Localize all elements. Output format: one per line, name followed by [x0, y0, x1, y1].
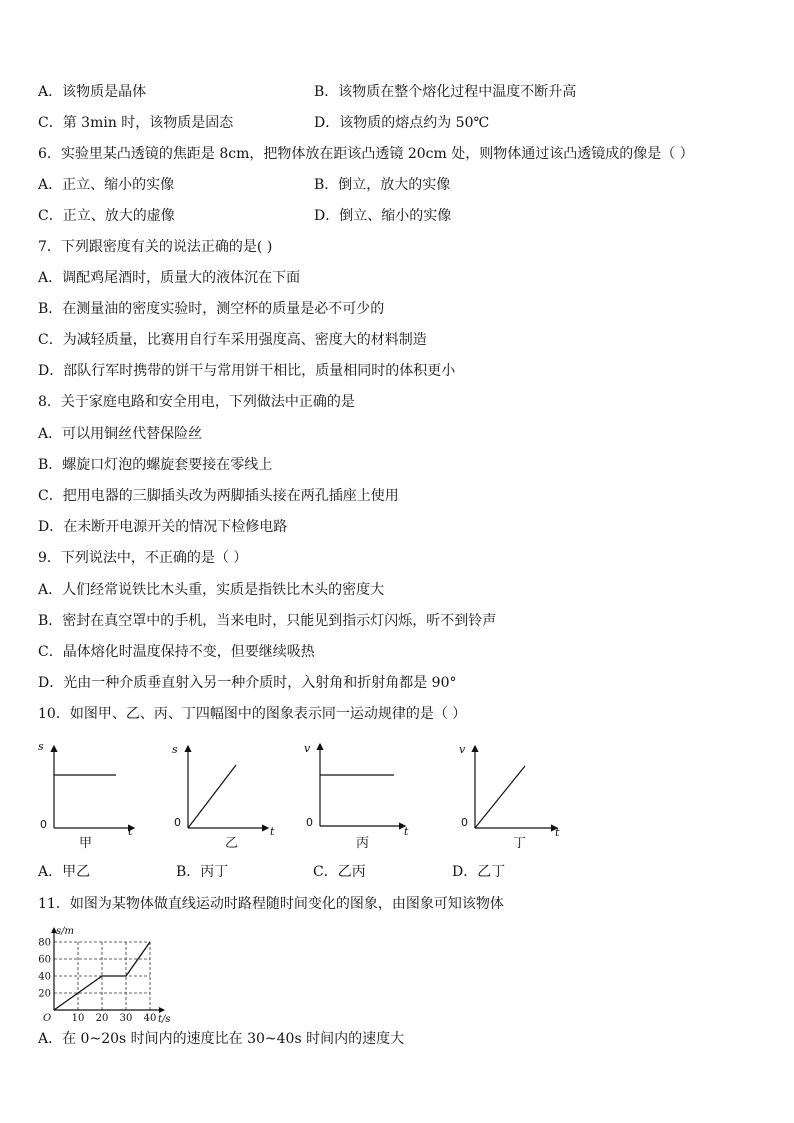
graph-jia-svg	[36, 738, 146, 853]
origin-label: 0	[174, 816, 181, 829]
q8-option-d: D．在未断开电源开关的情况下检修电路	[38, 519, 288, 535]
origin-label: 0	[306, 816, 313, 829]
x-tick-label: 30	[119, 1013, 133, 1024]
chart-ticks	[38, 938, 156, 1025]
q5-option-a: A．该物质是晶体	[38, 84, 147, 100]
q6-option-a: A．正立、缩小的实像	[38, 177, 175, 193]
y-axis-label: s	[172, 743, 178, 756]
graph-caption: 丙	[356, 836, 370, 851]
q7-option-c: C．为减轻质量，比赛用自行车采用强度高、密度大的材料制造	[38, 332, 427, 348]
chart-x-label: t/s	[158, 1014, 171, 1025]
q8-stem: 8．关于家庭电路和安全用电，下列做法中正确的是	[38, 394, 355, 410]
q6-option-b: B．倒立，放大的实像	[314, 177, 451, 193]
q10-graph-ding	[455, 738, 570, 857]
origin-label: 0	[461, 816, 468, 829]
q9-option-c: C．晶体熔化时温度保持不变，但要继续吸热	[38, 644, 315, 660]
q10-option-d: D．乙丁	[452, 864, 506, 880]
q5-option-c: C．第 3min 时，该物质是固态	[38, 115, 234, 131]
y-axis-label: s	[38, 740, 44, 753]
q8-option-b: B．螺旋口灯泡的螺旋套要接在零线上	[38, 457, 273, 473]
x-tick-label: 10	[71, 1013, 85, 1024]
q10-option-c: C．乙丙	[313, 864, 366, 880]
graph-caption: 乙	[225, 836, 239, 851]
q11-stem: 11．如图为某物体做直线运动时路程随时间变化的图象，由图象可知该物体	[38, 896, 504, 912]
origin-label: 0	[40, 818, 47, 831]
q11-chart-svg	[26, 918, 186, 1028]
q5-option-b: B．该物质在整个熔化过程中温度不断升高	[314, 84, 577, 100]
graph-bing-svg	[300, 738, 420, 853]
chart-y-label: s/m	[56, 926, 74, 937]
x-axis-label: t	[128, 825, 133, 838]
y-axis-label: v	[304, 742, 311, 755]
q7-option-d: D．部队行军时携带的饼干与常用饼干相比，质量相同时的体积更小	[38, 363, 456, 379]
q10-graph-yi	[170, 738, 280, 857]
graph-yi-svg	[170, 738, 280, 853]
q5-option-d: D．该物质的熔点约为 50℃	[314, 115, 490, 131]
q11-chart	[26, 918, 186, 1032]
q10-graph-jia	[36, 738, 146, 857]
q10-option-a: A．甲乙	[38, 864, 91, 880]
graph-caption: 丁	[513, 836, 527, 851]
q6-option-d: D．倒立、缩小的实像	[314, 208, 452, 224]
x-tick-label: 20	[95, 1013, 109, 1024]
x-tick-label: 40	[143, 1013, 157, 1024]
x-axis-label: t	[404, 825, 409, 838]
q7-option-b: B．在测量油的密度实验时，测空杯的质量是必不可少的	[38, 301, 385, 317]
graph-ding-svg	[455, 738, 570, 853]
q9-option-b: B．密封在真空罩中的手机，当来电时，只能见到指示灯闪烁，听不到铃声	[38, 613, 497, 629]
y-tick-label: 60	[38, 954, 51, 966]
q10-graph-bing	[300, 738, 420, 857]
y-tick-label: 40	[38, 971, 51, 983]
graph-line	[188, 765, 236, 828]
y-tick-label: 80	[38, 937, 51, 949]
q8-option-a: A．可以用铜丝代替保险丝	[38, 426, 203, 442]
q9-option-d: D．光由一种介质垂直射入另一种介质时，入射角和折射角都是 90°	[38, 675, 457, 691]
q11-option-a: A．在 0~20s 时间内的速度比在 30~40s 时间内的速度大	[38, 1031, 405, 1047]
q10-option-b: B．丙丁	[176, 864, 229, 880]
y-tick-label: 20	[38, 988, 51, 1000]
q7-option-a: A．调配鸡尾酒时，质量大的液体沉在下面	[38, 270, 301, 286]
x-axis-label: t	[270, 825, 275, 838]
q6-stem: 6．实验里某凸透镜的焦距是 8cm，把物体放在距该凸透镜 20cm 处，则物体通过该凸透镜成的像是（ ）	[38, 146, 694, 162]
chart-origin-label: O	[43, 1013, 52, 1024]
graph-line	[475, 766, 525, 828]
q8-option-c: C．把用电器的三脚插头改为两脚插头接在两孔插座上使用	[38, 488, 399, 504]
q10-stem: 10．如图甲、乙、丙、丁四幅图中的图象表示同一运动规律的是（ ）	[38, 706, 467, 722]
x-axis-label: t	[555, 826, 560, 839]
y-axis-label: v	[459, 743, 466, 756]
x-axis-arrow	[159, 1007, 165, 1013]
q9-option-a: A．人们经常说铁比木头重，实质是指铁比木头的密度大	[38, 582, 385, 598]
q9-stem: 9．下列说法中，不正确的是（ ）	[38, 550, 248, 566]
graph-caption: 甲	[79, 836, 93, 851]
q6-option-c: C．正立、放大的虚像	[38, 208, 175, 224]
q7-stem: 7．下列跟密度有关的说法正确的是( )	[38, 239, 273, 255]
